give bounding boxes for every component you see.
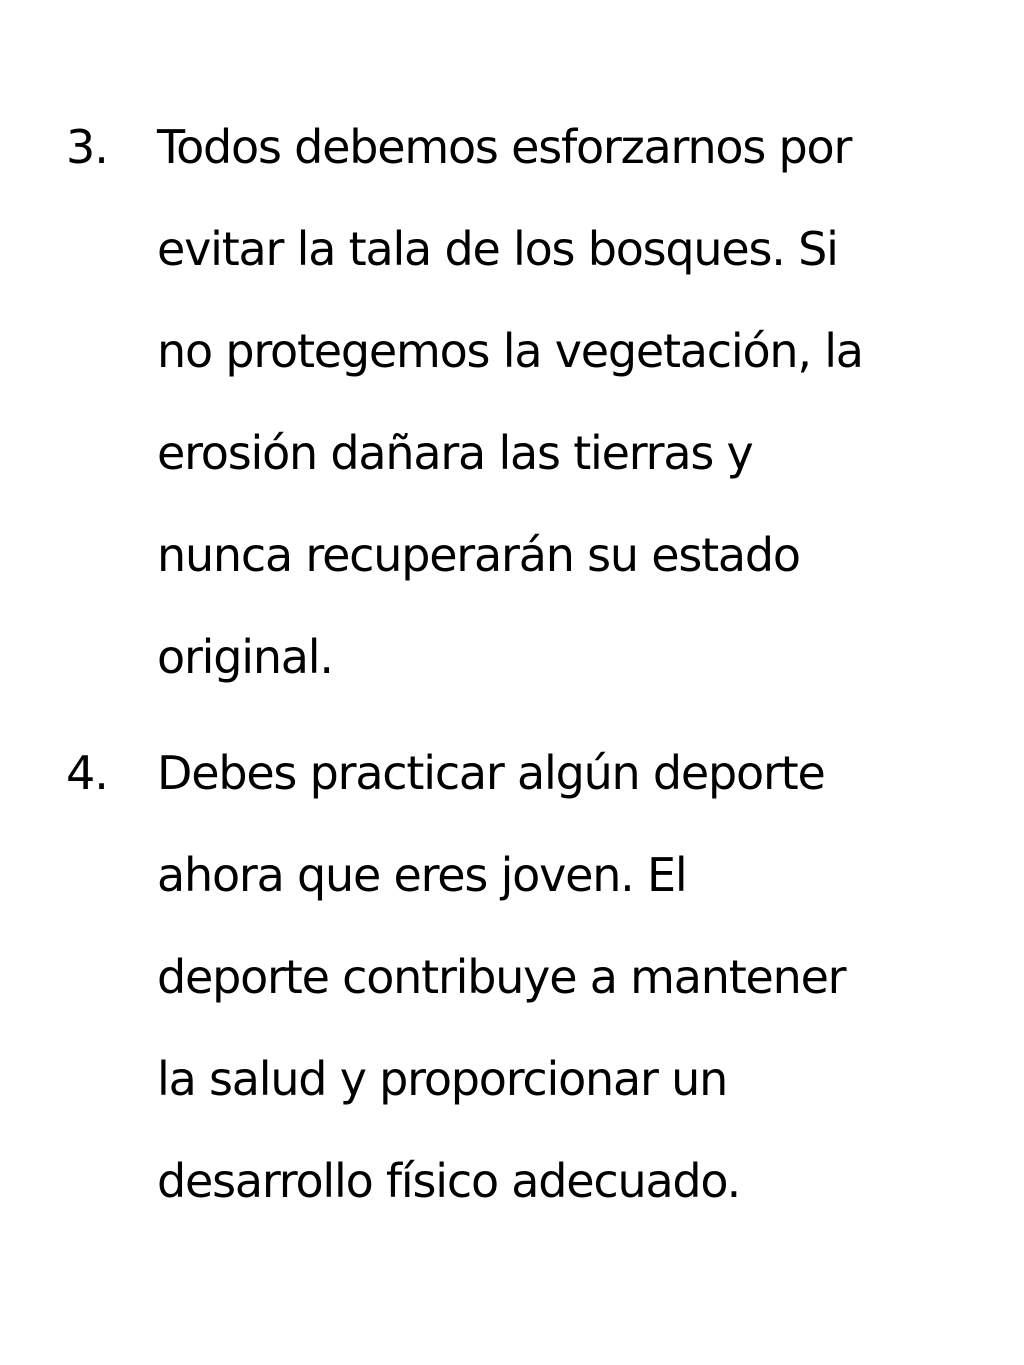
list-item-text-line: Todos debemos esforzarnos por — [157, 120, 852, 174]
list-item-text-line: original. — [157, 630, 333, 684]
list-item-text-line: evitar la tala de los bosques. Si — [157, 222, 838, 276]
list-item-text-line: erosión dañara las tierras y — [157, 426, 753, 480]
list-item-number: 4. — [66, 746, 108, 800]
list-item-text-line: nunca recuperarán su estado — [157, 528, 800, 582]
list-item-text-line: desarrollo físico adecuado. — [157, 1154, 740, 1208]
list-item-text-line: Debes practicar algún deporte — [157, 746, 825, 800]
list-item-text-line: deporte contribuye a mantener — [157, 950, 846, 1004]
list-item-text-line: no protegemos la vegetación, la — [157, 324, 863, 378]
list-item-number: 3. — [66, 120, 108, 174]
list-item-text-line: la salud y proporcionar un — [157, 1052, 728, 1106]
list-item-text-line: ahora que eres joven. El — [157, 848, 687, 902]
